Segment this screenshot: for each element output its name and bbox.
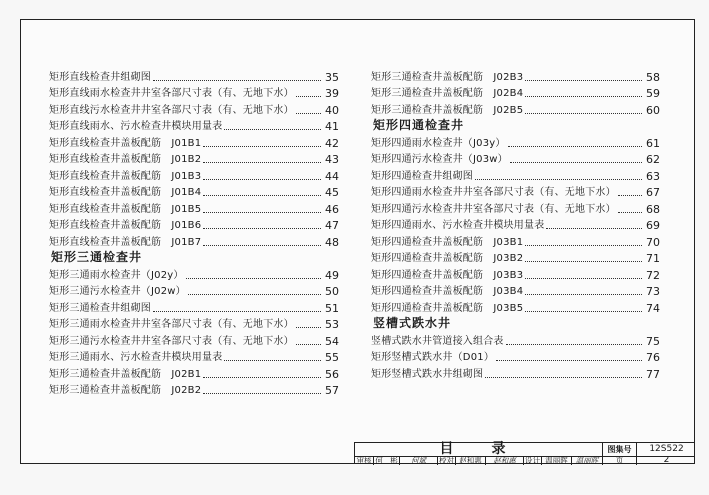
check-label: 校对 (439, 456, 454, 465)
toc-entry-page: 43 (325, 153, 339, 166)
dot-leader (618, 212, 642, 213)
toc-entry-page: 68 (646, 202, 660, 216)
toc-entry-title: 矩形四通雨水检查井井室各部尺寸表（有、无地下水） (371, 187, 616, 198)
toc-entry[interactable] (49, 117, 339, 134)
dot-leader (510, 162, 642, 163)
section-heading: 竖槽式跌水井 (373, 315, 452, 330)
toc-entry-page: 50 (325, 285, 339, 298)
dot-leader (296, 344, 321, 345)
dot-leader (296, 113, 321, 114)
toc-entry-title: 矩形四通检查井组砌图 (371, 170, 473, 182)
dot-leader (203, 179, 321, 180)
section-heading: 矩形三通检查井 (51, 249, 143, 264)
toc-entry[interactable] (371, 183, 660, 200)
toc-entry[interactable] (49, 282, 339, 299)
toc-entry-title: 矩形三通污水检查井井室各部尺寸表（有、无地下水） (49, 335, 294, 347)
toc-entry-title: 矩形直线检查井盖板配筋 J01B5 (49, 203, 202, 215)
toc-entry-page: 61 (646, 136, 660, 150)
toc-entry[interactable] (371, 100, 660, 117)
toc-entry[interactable] (371, 364, 660, 381)
atlas-number-label: 图集号 (602, 443, 636, 456)
toc-entry[interactable] (49, 84, 339, 101)
toc-entry-title: 矩形直线检查井盖板配筋 J01B7 (49, 236, 202, 248)
toc-entry[interactable] (371, 249, 660, 266)
reviewer-signature: 何斌 (399, 456, 437, 465)
toc-entry-title: 矩形三通污水检查井（J02w） (49, 286, 186, 297)
toc-entry[interactable] (49, 315, 339, 332)
dot-leader (296, 327, 321, 328)
toc-entry[interactable] (371, 84, 660, 101)
designer-signature: 温丽晖 (571, 456, 602, 465)
toc-entry-page: 63 (646, 169, 660, 183)
toc-entry[interactable] (371, 232, 660, 249)
toc-entry-title: 矩形四通检查井盖板配筋 J03B3 (371, 269, 524, 281)
toc-entry-page: 71 (646, 252, 660, 265)
dot-leader (525, 278, 642, 279)
toc-entry-title: 矩形四通污水检查井（J03w） (371, 154, 508, 165)
toc-entry-title: 矩形四通检查井盖板配筋 J03B1 (371, 236, 524, 248)
toc-entry-page: 58 (646, 70, 660, 84)
toc-entry[interactable] (371, 199, 660, 216)
designer-name: 温丽晖 (541, 456, 571, 465)
toc-right-column (371, 67, 660, 381)
design-label: 设计 (525, 456, 540, 465)
toc-entry-page: 69 (646, 219, 660, 232)
toc-entry-title: 矩形直线雨水检查井井室各部尺寸表（有、无地下水） (49, 88, 294, 99)
toc-entry-title: 矩形四通污水检查井井室各部尺寸表（有、无地下水） (371, 203, 616, 215)
toc-entry-page: 41 (325, 120, 339, 133)
toc-entry-title: 矩形竖槽式跌水井（D01） (371, 352, 495, 363)
toc-entry-page: 47 (325, 219, 339, 232)
page-title: 目 录 (439, 441, 518, 457)
toc-entry-title: 矩形三通检查井盖板配筋 J02B4 (371, 88, 524, 99)
dot-leader (485, 377, 642, 378)
toc-entry[interactable] (49, 216, 339, 233)
toc-entry-title: 矩形直线雨水、污水检查井模块用量表 (49, 121, 223, 132)
dot-leader (525, 261, 642, 262)
checker-name: 赵和惠 (455, 456, 485, 465)
toc-entry[interactable] (49, 265, 339, 282)
dot-leader (188, 294, 321, 295)
title-block-row-bottom (355, 456, 695, 465)
toc-entry-title: 竖槽式跌水井管道接入组合表 (371, 335, 504, 347)
dot-leader (203, 228, 321, 229)
toc-entry-title: 矩形三通雨水、污水检查井模块用量表 (49, 352, 223, 363)
toc-entry-page: 55 (325, 351, 339, 364)
dot-leader (296, 96, 321, 97)
toc-entry-title: 矩形四通检查井盖板配筋 J03B2 (371, 253, 524, 264)
dot-leader (153, 80, 321, 81)
dot-leader (203, 245, 321, 246)
toc-entry-title: 矩形直线检查井盖板配筋 J01B1 (49, 137, 202, 149)
dot-leader (224, 129, 321, 130)
toc-entry-title: 矩形四通雨水检查井（J03y） (371, 137, 506, 149)
title-block (354, 442, 695, 464)
toc-entry[interactable] (371, 150, 660, 167)
dot-leader (203, 146, 321, 147)
toc-entry-page: 70 (646, 235, 660, 249)
toc-entry-title: 矩形四通检查井盖板配筋 J03B5 (371, 302, 524, 314)
review-label: 审核 (356, 456, 372, 465)
toc-entry[interactable] (49, 67, 339, 84)
toc-entry-title: 矩形四通雨水、污水检查井模块用量表 (371, 220, 545, 231)
toc-entry[interactable] (371, 298, 660, 315)
toc-entry[interactable] (49, 100, 339, 117)
toc-entry-page: 35 (325, 70, 339, 84)
toc-entry-page: 53 (325, 318, 339, 331)
toc-entry-page: 44 (325, 169, 339, 183)
checker-signature: 赵和惠 (485, 456, 523, 465)
toc-entry-title: 矩形直线检查井盖板配筋 J01B6 (49, 220, 202, 231)
toc-entry[interactable] (371, 331, 660, 348)
toc-entry-title: 矩形三通检查井盖板配筋 J02B5 (371, 104, 524, 116)
dot-leader (506, 344, 642, 345)
toc-entry-page: 59 (646, 87, 660, 100)
toc-entry-title: 矩形直线检查井盖板配筋 J01B2 (49, 154, 202, 165)
toc-entry[interactable] (49, 381, 339, 398)
toc-entry[interactable] (49, 183, 339, 200)
toc-entry-page: 62 (646, 153, 660, 166)
toc-entry-page: 51 (325, 301, 339, 315)
toc-entry-page: 72 (646, 268, 660, 282)
toc-entry-title: 矩形三通检查井盖板配筋 J02B3 (371, 71, 524, 83)
toc-entry-page: 46 (325, 202, 339, 216)
toc-entry-title: 矩形三通雨水检查井井室各部尺寸表（有、无地下水） (49, 319, 294, 330)
dot-leader (546, 228, 642, 229)
dot-leader (203, 377, 321, 378)
toc-entry[interactable] (371, 216, 660, 233)
dot-leader (525, 245, 642, 246)
dot-leader (525, 294, 642, 295)
page-label: 页 (602, 456, 636, 465)
toc-entry[interactable] (49, 166, 339, 183)
toc-entry-page: 39 (325, 87, 339, 100)
toc-entry[interactable] (49, 150, 339, 167)
section-heading: 矩形四通检查井 (373, 117, 465, 132)
dot-leader (496, 360, 642, 361)
toc-entry[interactable] (49, 232, 339, 249)
toc-entry[interactable] (371, 166, 660, 183)
toc-entry-page: 40 (325, 103, 339, 117)
toc-entry-page: 77 (646, 367, 660, 381)
toc-entry[interactable] (371, 67, 660, 84)
dot-leader (525, 96, 642, 97)
toc-entry-title: 矩形直线检查井盖板配筋 J01B3 (49, 170, 202, 182)
toc-entry[interactable] (371, 265, 660, 282)
toc-entry-page: 45 (325, 186, 339, 199)
toc-entry-title: 矩形直线检查井组砌图 (49, 71, 151, 83)
dot-leader (508, 146, 642, 147)
toc-entry-page: 54 (325, 334, 339, 348)
toc-entry[interactable] (49, 199, 339, 216)
toc-entry[interactable] (49, 348, 339, 365)
toc-entry-page: 74 (646, 301, 660, 315)
toc-entry[interactable] (49, 133, 339, 150)
toc-left-column (49, 67, 339, 397)
toc-entry-page: 49 (325, 268, 339, 282)
toc-entry-page: 48 (325, 235, 339, 249)
toc-entry-page: 76 (646, 351, 660, 364)
dot-leader (203, 393, 321, 394)
toc-entry-title: 矩形三通检查井组砌图 (49, 302, 151, 314)
toc-entry[interactable] (49, 298, 339, 315)
toc-entry-page: 67 (646, 186, 660, 199)
dot-leader (203, 162, 321, 163)
toc-entry[interactable] (371, 282, 660, 299)
dot-leader (186, 278, 321, 279)
toc-entry-title: 矩形三通雨水检查井（J02y） (49, 269, 184, 281)
dot-leader (525, 113, 642, 114)
toc-entry[interactable] (49, 331, 339, 348)
toc-entry-title: 矩形直线污水检查井井室各部尺寸表（有、无地下水） (49, 104, 294, 116)
toc-entry-page: 56 (325, 367, 339, 381)
toc-entry-title: 矩形三通检查井盖板配筋 J02B2 (49, 385, 202, 396)
toc-entry-title: 矩形三通检查井盖板配筋 J02B1 (49, 368, 202, 380)
toc-entry-page: 42 (325, 136, 339, 150)
toc-entry-page: 73 (646, 285, 660, 298)
toc-entry-page: 75 (646, 334, 660, 348)
dot-leader (153, 311, 321, 312)
dot-leader (525, 80, 642, 81)
toc-entry-page: 57 (325, 384, 339, 397)
dot-leader (203, 195, 321, 196)
dot-leader (475, 179, 642, 180)
toc-entry-page: 60 (646, 103, 660, 117)
reviewer-name: 何 彬 (373, 456, 399, 465)
toc-entry-title: 矩形竖槽式跌水井组砌图 (371, 368, 484, 380)
toc-entry[interactable] (49, 364, 339, 381)
dot-leader (525, 311, 642, 312)
toc-entry[interactable] (371, 348, 660, 365)
title-block-row-top (355, 443, 695, 457)
dot-leader (618, 195, 642, 196)
toc-entry[interactable] (371, 133, 660, 150)
dot-leader (203, 212, 321, 213)
dot-leader (224, 360, 321, 361)
toc-entry-title: 矩形直线检查井盖板配筋 J01B4 (49, 187, 202, 198)
page-number: 2 (636, 456, 696, 465)
toc-entry-title: 矩形四通检查井盖板配筋 J03B4 (371, 286, 524, 297)
atlas-number: 12S522 (636, 443, 696, 456)
